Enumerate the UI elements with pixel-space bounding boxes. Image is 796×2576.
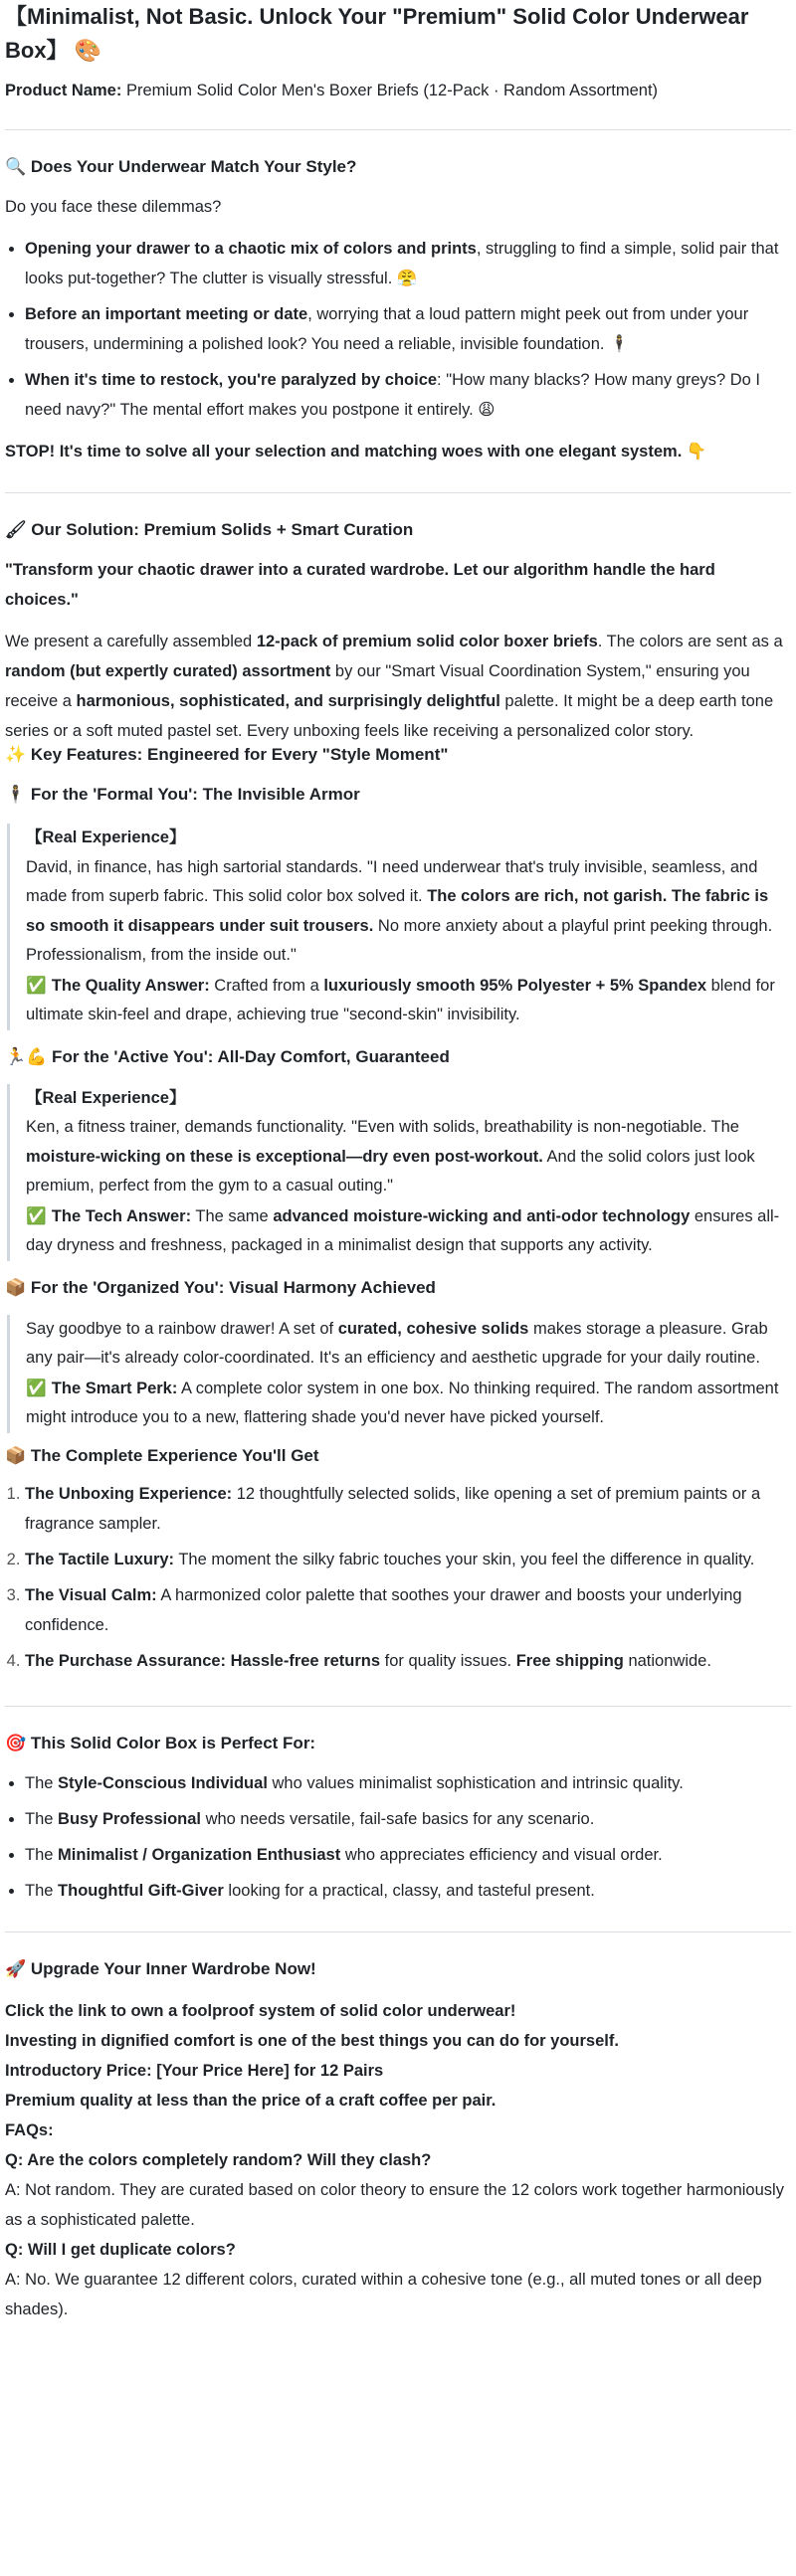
- check-icon: ✅: [26, 975, 52, 995]
- stop-callout: STOP! It's time to solve all your selection and matching woes with one elegant system. 👇: [5, 443, 707, 460]
- list-item: • Before an important meeting or date, worrying that a loud pattern might peek out from under your trousers, undermining a polished look? You need a reliable, invisible foundation. 🕴: [25, 299, 791, 359]
- feature-heading-formal: 🕴 For the 'Formal You': The Invisible Armor: [5, 785, 360, 804]
- feature-quote-organized: [7, 1315, 791, 1433]
- section-heading-perfect: 🎯 This Solid Color Box is Perfect For:: [5, 1733, 316, 1752]
- check-icon: ✅: [26, 1205, 52, 1225]
- product-name-label: Product Name:: [5, 82, 122, 99]
- list-item: • The Thoughtful Gift-Giver looking for a practical, classy, and tasteful present.: [25, 1876, 791, 1906]
- cta-line: Click the link to own a foolproof system of solid color underwear!: [5, 2001, 516, 2020]
- list-item: • When it's time to restock, you're paralyzed by choice: "How many blacks? How many greys? Do I need navy?" The mental effort makes you postpone it entirely. 😩: [25, 365, 791, 425]
- solution-quote: "Transform your chaotic drawer into a curated wardrobe. Let our algorithm handle the hard choices.": [5, 561, 715, 609]
- tech-answer: ✅ The Tech Answer: The same advanced moisture-wicking and anti-odor technology ensures all-day dryness and freshness, packaged in a minimalist design that supports any activity.: [26, 1205, 780, 1254]
- experience-label: 【Real Experience】: [26, 1088, 186, 1107]
- list-item: • The Busy Professional who needs versatile, fail-safe basics for any scenario.: [25, 1804, 791, 1834]
- list-item: • The Style-Conscious Individual who values minimalist sophistication and intrinsic quality.: [25, 1768, 791, 1798]
- product-name: Premium Solid Color Men's Boxer Briefs (12-Pack · Random Assortment): [125, 82, 659, 99]
- dilemma-list: [5, 234, 791, 425]
- section-heading-match: 🔍 Does Your Underwear Match Your Style?: [5, 157, 357, 176]
- smart-perk: ✅ The Smart Perk: A complete color system in one box. No thinking required. The random assortment might introduce you to a new, flattering shade you'd never have picked yourself.: [26, 1378, 779, 1426]
- feature-heading-active: 🏃💪 For the 'Active You': All-Day Comfort, Guaranteed: [5, 1046, 450, 1066]
- product-name-line: [5, 78, 791, 103]
- check-icon: ✅: [26, 1378, 52, 1397]
- feature-quote-formal: [7, 824, 791, 1030]
- faq-question: Q: Will I get duplicate colors?: [5, 2240, 236, 2259]
- section-heading-experience: 📦 The Complete Experience You'll Get: [5, 1445, 319, 1465]
- divider: [5, 492, 791, 493]
- experience-text: Ken, a fitness trainer, demands functionality. "Even with solids, breathability is non-negotiable. The moisture-wicking on these is exceptional—dry even post-workout. And the solid colors just look premium, perfect from the gym to a casual outing.": [26, 1118, 755, 1195]
- list-item: 2. The Tactile Luxury: The moment the silky fabric touches your skin, you feel the difference in quality.: [25, 1545, 791, 1574]
- cta-line: Investing in dignified comfort is one of the best things you can do for yourself.: [5, 2031, 619, 2050]
- list-item: • The Minimalist / Organization Enthusiast who appreciates efficiency and visual order.: [25, 1840, 791, 1870]
- section-heading-solution: 🖌 Our Solution: Premium Solids + Smart Curation: [5, 520, 414, 539]
- divider: [5, 1706, 791, 1707]
- experience-list: [5, 1479, 791, 1676]
- quality-answer: ✅ The Quality Answer: Crafted from a luxuriously smooth 95% Polyester + 5% Spandex blend for ultimate skin-feel and drape, achieving true "second-skin" invisibility.: [26, 975, 775, 1023]
- faq-heading: FAQs:: [5, 2120, 54, 2139]
- list-item: 4. The Purchase Assurance: Hassle-free returns for quality issues. Free shipping nationwide.: [25, 1646, 791, 1676]
- list-item: 1. The Unboxing Experience: 12 thoughtfully selected solids, like opening a set of premium paints or a fragrance sampler.: [25, 1479, 791, 1539]
- experience-label: 【Real Experience】: [26, 828, 186, 846]
- price-line: Introductory Price: [Your Price Here] for 12 Pairs: [5, 2061, 384, 2080]
- section-heading-upgrade: 🚀 Upgrade Your Inner Wardrobe Now!: [5, 1958, 316, 1978]
- faq-question: Q: Are the colors completely random? Will they clash?: [5, 2150, 432, 2169]
- upgrade-block: [5, 1996, 791, 2324]
- faq-answer: A: Not random. They are curated based on color theory to ensure the 12 colors work together harmoniously as a sophisticated palette.: [5, 2180, 784, 2229]
- list-item: • Opening your drawer to a chaotic mix of colors and prints, struggling to find a simple, solid pair that looks put-together? The clutter is visually stressful. 😤: [25, 234, 791, 293]
- faq-answer: A: No. We guarantee 12 different colors, curated within a cohesive tone (e.g., all muted tones or all deep shades).: [5, 2270, 762, 2318]
- page-title: 【Minimalist, Not Basic. Unlock Your "Premium" Solid Color Underwear Box】 🎨: [5, 4, 749, 63]
- solution-paragraph: We present a carefully assembled 12-pack of premium solid color boxer briefs. The colors are sent as a random (but expertly curated) assortment by our "Smart Visual Coordination System," ensuring you receive a harmonious, sophisticated, and surprisingly delightful palette. It might be a deep earth tone series or a soft muted pastel set. Every unboxing feels like receiving a personalized color story.: [5, 633, 783, 740]
- value-line: Premium quality at less than the price of a craft coffee per pair.: [5, 2091, 497, 2110]
- feature-quote-active: [7, 1084, 791, 1261]
- divider: [5, 129, 791, 130]
- section-heading-features: ✨ Key Features: Engineered for Every "Style Moment": [5, 745, 449, 764]
- dilemma-intro: Do you face these dilemmas?: [5, 198, 222, 216]
- audience-list: [5, 1768, 791, 1906]
- feature-heading-organized: 📦 For the 'Organized You': Visual Harmony Achieved: [5, 1277, 436, 1297]
- list-item: 3. The Visual Calm: A harmonized color palette that soothes your drawer and boosts your underlying confidence.: [25, 1580, 791, 1640]
- experience-text: David, in finance, has high sartorial standards. "I need underwear that's truly invisible, seamless, and made from superb fabric. This solid color box solved it. The colors are rich, not garish. The fabric is so smooth it disappears under suit trousers. No more anxiety about a playful print peeking through. Professionalism, from the inside out.": [26, 857, 773, 964]
- organized-text: Say goodbye to a rainbow drawer! A set of curated, cohesive solids makes storage a pleasure. Grab any pair—it's already color-coordinated. It's an efficiency and aesthetic upgrade for your daily routine.: [26, 1319, 768, 1367]
